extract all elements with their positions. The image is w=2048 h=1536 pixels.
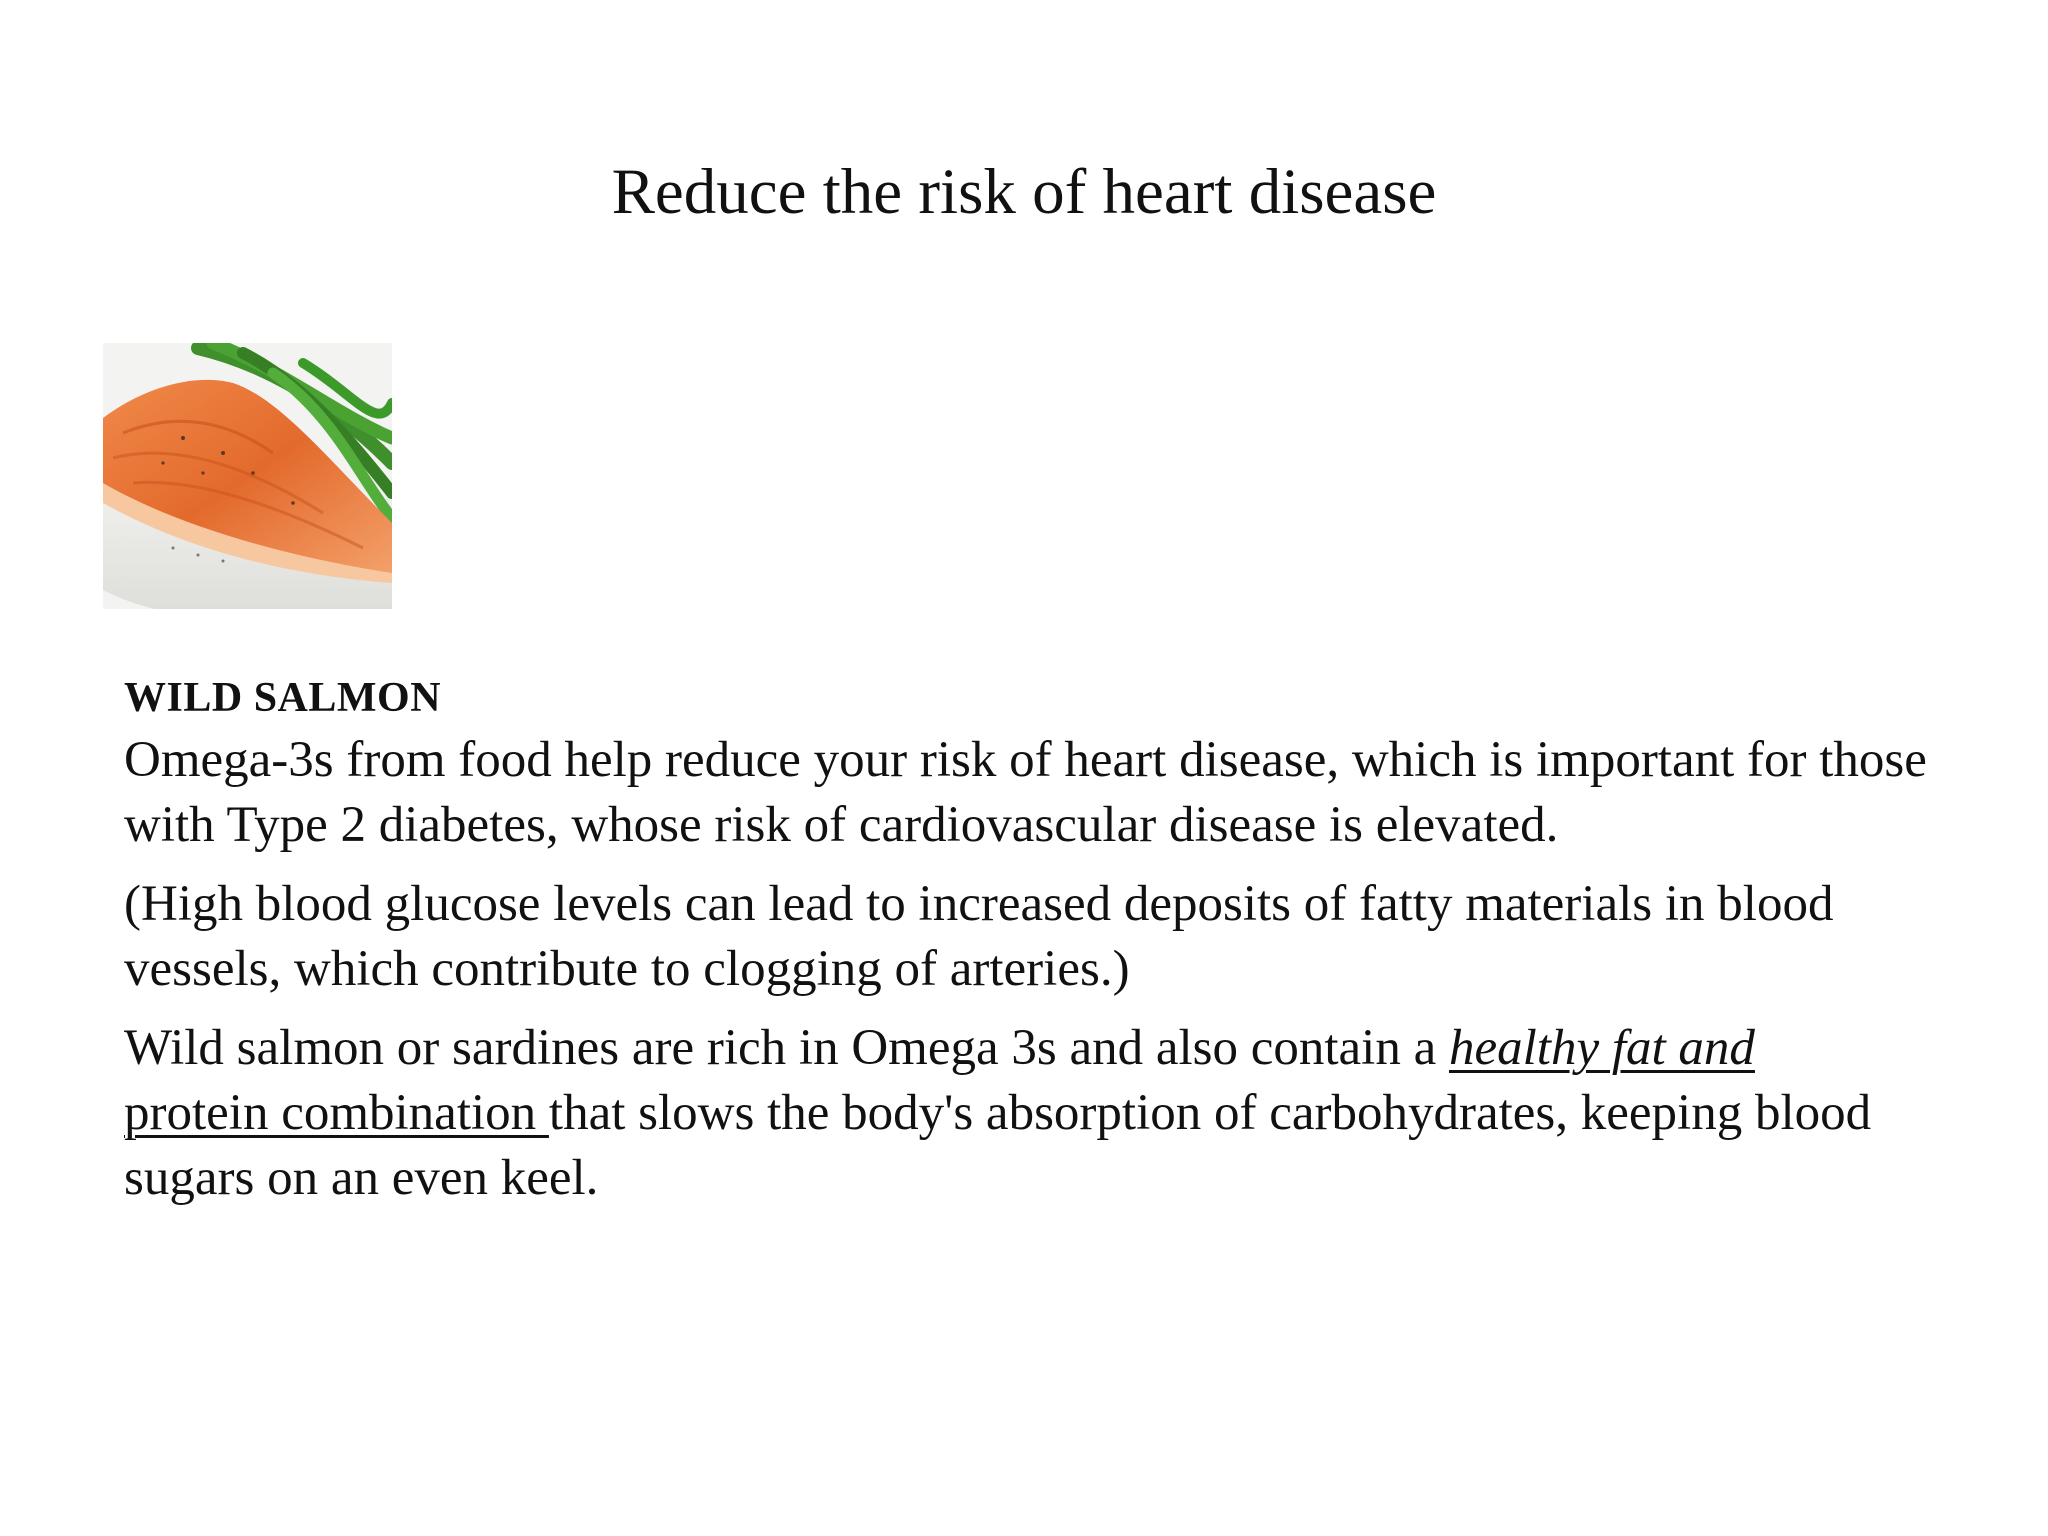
paragraph-salmon-intro: Wild salmon or sardines are rich in Omega 3s and also contain a xyxy=(124,1020,1449,1076)
slide-title: Reduce the risk of heart disease xyxy=(611,156,1437,228)
paragraph-salmon xyxy=(124,1016,1964,1211)
section-heading: WILD SALMON xyxy=(124,675,442,721)
paragraph-salmon-rest: that slows the body's absorption of carbohydrates, keeping blood sugars on an even keel. xyxy=(124,1085,1872,1206)
paragraph-omega3: Omega-3s from food help reduce your risk of heart disease, which is important for those with Type 2 diabetes, whose risk of cardiovascular disease is elevated. xyxy=(124,732,1927,853)
emphasis-protein-combination: protein combination xyxy=(124,1085,549,1141)
paragraph-glucose: (High blood glucose levels can lead to increased deposits of fatty materials in blood vessels, which contribute to clogging of arteries.) xyxy=(124,876,1834,997)
content-body xyxy=(124,670,1964,1225)
salmon-photo xyxy=(103,343,392,609)
emphasis-healthy-fat: healthy fat and xyxy=(1448,1020,1755,1076)
